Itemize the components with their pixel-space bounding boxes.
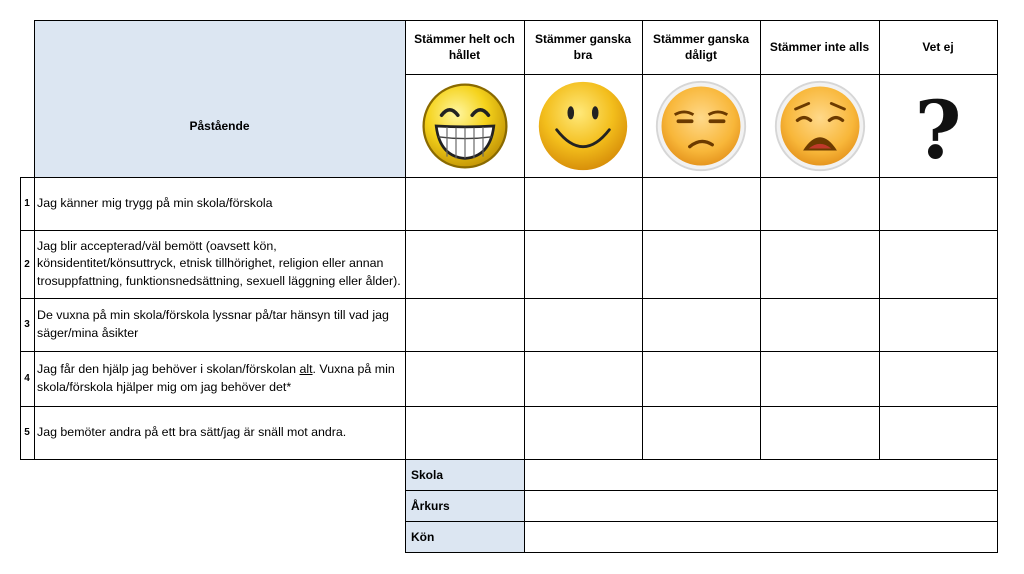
grid-line <box>34 20 998 21</box>
answer-cell[interactable] <box>405 177 524 230</box>
answer-cell[interactable] <box>524 351 642 406</box>
grid-line <box>20 298 998 299</box>
grid-line <box>20 351 998 352</box>
answer-cell[interactable] <box>524 177 642 230</box>
statement-text: Jag får den hjälp jag behöver i skolan/förskolan alt. Vuxna på min skola/förskola hjälper mig om jag behöver det* <box>37 362 395 394</box>
answer-cell[interactable] <box>405 298 524 351</box>
header-title-cell <box>34 20 405 74</box>
grid-line <box>405 74 998 75</box>
row-number: 2 <box>24 258 30 270</box>
statement-header: Påstående <box>189 118 250 133</box>
answer-cell[interactable] <box>642 351 760 406</box>
answer-cell[interactable] <box>879 351 997 406</box>
school-field[interactable] <box>524 459 997 490</box>
column-header-agree-fully: Stämmer helt och hållet <box>414 32 515 62</box>
grid-line <box>642 20 643 460</box>
grid-line <box>760 20 761 460</box>
answer-cell[interactable] <box>760 406 879 459</box>
answer-cell[interactable] <box>524 298 642 351</box>
svg-text:?: ? <box>914 85 962 166</box>
answer-cell[interactable] <box>524 406 642 459</box>
column-header-agree-somewhat: Stämmer ganska bra <box>534 32 632 62</box>
answer-cell[interactable] <box>642 298 760 351</box>
grid-line <box>20 177 21 460</box>
statement-text: Jag blir accepterad/väl bemött (oavsett kön, könsidentitet/könsuttryck, etnisk tillhörighet, religion eller annan trosuppfattning, funktionsnedsättning, sexuell läggning eller ålder). <box>37 238 401 288</box>
row-number: 5 <box>24 427 30 438</box>
smile-icon <box>524 74 642 177</box>
grid-line <box>20 406 998 407</box>
underlined-word: alt <box>299 362 313 376</box>
answer-cell[interactable] <box>405 406 524 459</box>
grade-field[interactable] <box>524 490 997 521</box>
grid-line <box>20 459 998 460</box>
statement-text: Jag känner mig trygg på min skola/förskola <box>37 195 273 210</box>
answer-cell[interactable] <box>405 230 524 298</box>
statement-text: De vuxna på min skola/förskola lyssnar på/tar hänsyn till vad jag säger/mina åsikter <box>37 308 389 340</box>
gender-label: Kön <box>411 529 435 544</box>
school-label: Skola <box>411 467 444 482</box>
column-header-disagree-fully: Stämmer inte alls <box>769 40 870 54</box>
row-number: 4 <box>24 373 30 384</box>
answer-cell[interactable] <box>642 177 760 230</box>
answer-cell[interactable] <box>760 351 879 406</box>
gender-field[interactable] <box>524 521 997 552</box>
grade-label: Årkurs <box>411 498 450 513</box>
column-header-disagree-somewhat: Stämmer ganska dåligt <box>652 32 750 62</box>
row-number: 1 <box>24 198 30 209</box>
unamused-icon <box>642 74 760 177</box>
grid-line <box>405 521 998 522</box>
answer-cell[interactable] <box>760 298 879 351</box>
statement-text: Jag bemöter andra på ett bra sätt/jag är snäll mot andra. <box>37 424 347 439</box>
answer-cell[interactable] <box>524 230 642 298</box>
answer-cell[interactable] <box>760 230 879 298</box>
answer-cell[interactable] <box>879 298 997 351</box>
weary-icon <box>760 74 879 177</box>
answer-cell[interactable] <box>642 230 760 298</box>
grid-line <box>20 230 998 231</box>
question-mark-icon <box>879 74 997 177</box>
big-grin-icon <box>405 74 524 177</box>
answer-cell[interactable] <box>760 177 879 230</box>
answer-cell[interactable] <box>879 406 997 459</box>
answer-cell[interactable] <box>405 351 524 406</box>
grid-line <box>879 20 880 460</box>
row-number: 3 <box>24 319 30 330</box>
grid-line <box>405 490 998 491</box>
grid-line <box>405 20 406 553</box>
grid-line <box>524 20 525 553</box>
grid-line <box>997 20 998 553</box>
grid-line <box>405 552 998 553</box>
answer-cell[interactable] <box>642 406 760 459</box>
column-header-dont-know: Vet ej <box>922 40 954 54</box>
answer-cell[interactable] <box>879 230 997 298</box>
grid-line <box>34 20 35 460</box>
answer-cell[interactable] <box>879 177 997 230</box>
grid-line <box>20 177 998 178</box>
